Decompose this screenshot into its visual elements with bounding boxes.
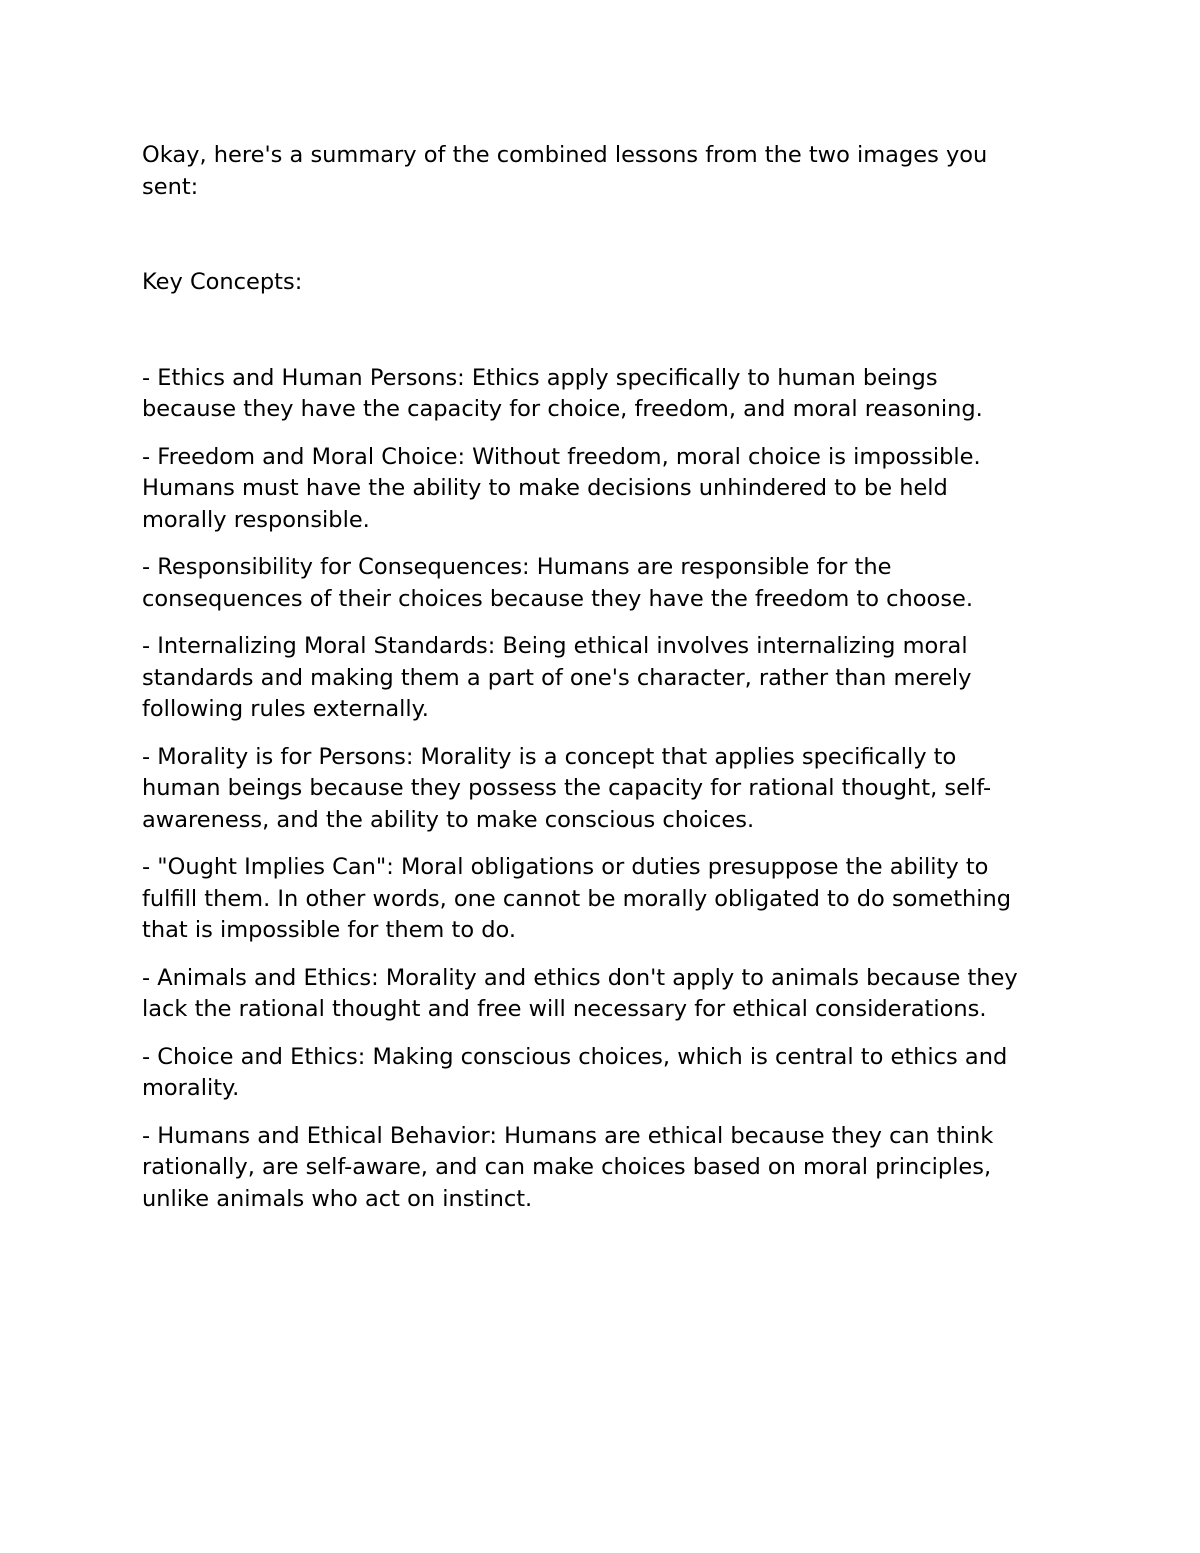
concept-item-responsibility-consequences: - Responsibility for Consequences: Humans are responsible for the consequences of their choices because they have the freedom to choose. <box>142 554 974 612</box>
key-concepts-heading: Key Concepts: <box>142 269 303 295</box>
intro-paragraph: Okay, here's a summary of the combined lessons from the two images you sent: <box>142 142 988 200</box>
concept-item-humans-ethical-behavior: - Humans and Ethical Behavior: Humans are ethical because they can think rationally, are self-aware, and can make choices based on moral principles, unlike animals who act on instinct. <box>142 1122 994 1212</box>
document-body <box>142 140 1067 1231</box>
concept-item-freedom-moral-choice: - Freedom and Moral Choice: Without freedom, moral choice is impossible. Humans must have the ability to make decisions unhindered to be held morally responsible. <box>142 443 981 533</box>
concept-item-animals-ethics: - Animals and Ethics: Morality and ethics don't apply to animals because they lack the rational thought and free will necessary for ethical considerations. <box>142 964 1018 1022</box>
concept-item-internalizing-moral-standards: - Internalizing Moral Standards: Being ethical involves internalizing moral standards and making them a part of one's character, rather than merely following rules externally. <box>142 633 972 722</box>
concept-item-choice-ethics: - Choice and Ethics: Making conscious choices, which is central to ethics and morality. <box>142 1043 1008 1101</box>
concept-item-morality-for-persons: - Morality is for Persons: Morality is a concept that applies specifically to human beings because they possess the capacity for rational thought, self- awareness, and the ability to make conscious choices. <box>142 743 992 833</box>
concept-item-ought-implies-can: - "Ought Implies Can": Moral obligations or duties presuppose the ability to fulfill them. In other words, one cannot be morally obligated to do something that is impossible for them to do. <box>142 854 1012 943</box>
concept-item-ethics-human-persons: - Ethics and Human Persons: Ethics apply specifically to human beings because they have the capacity for choice, freedom, and moral reasoning. <box>142 364 983 422</box>
